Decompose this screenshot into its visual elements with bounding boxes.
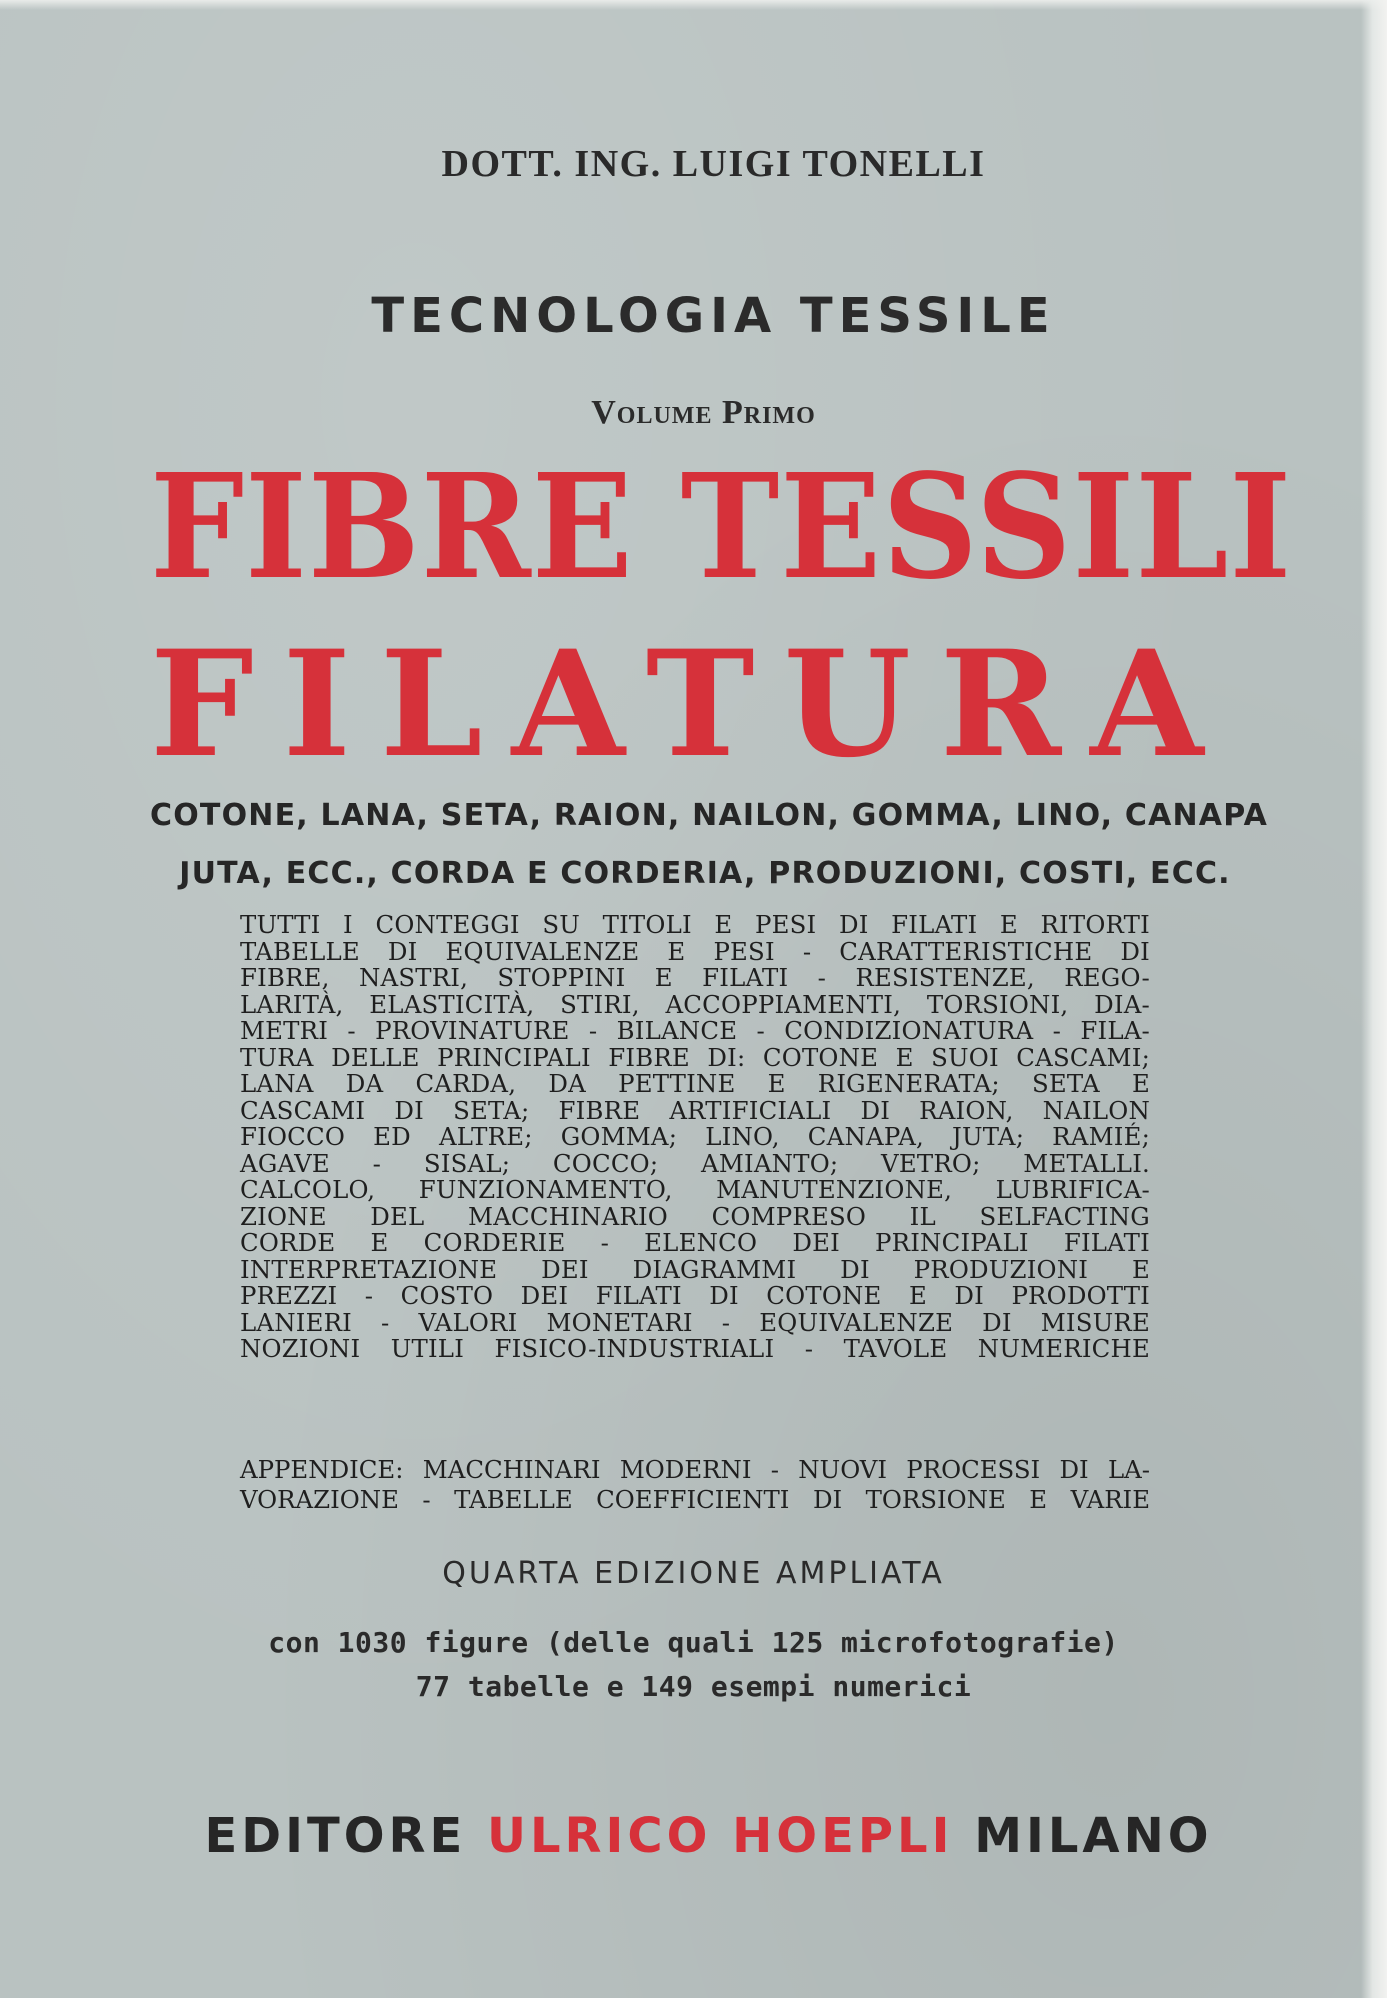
contents-line: AGAVE - SISAL; COCCO; AMIANTO; VETRO; METALLI. [240, 1148, 1150, 1178]
figures-line-1: con 1030 figure (delle quali 125 microfotografie) [268, 1626, 1119, 1659]
publisher-name: ULRICO HOEPLI [486, 1808, 954, 1864]
contents-block [240, 912, 1150, 1363]
contents-line: METRI - PROVINATURE - BILANCE - CONDIZIONATURA - FILA- [240, 1016, 1150, 1045]
edition-label: QUARTA EDIZIONE AMPLIATA [442, 1556, 945, 1591]
author-name: DOTT. ING. LUIGI TONELLI [441, 143, 986, 185]
contents-line: TUTTI I CONTEGGI SU TITOLI E PESI DI FILATI E RITORTI [240, 910, 1150, 939]
contents-line: LANA DA CARDA, DA PETTINE E RIGENERATA; SETA E [240, 1069, 1150, 1098]
contents-line: LARITÀ, ELASTICITÀ, STIRI, ACCOPPIAMENTI, TORSIONI, DIA- [240, 989, 1150, 1019]
volume-label: Volume Primo [591, 394, 816, 431]
contents-line: INTERPRETAZIONE DEI DIAGRAMMI DI PRODUZIONI E [240, 1254, 1150, 1284]
publisher-imprint [0, 1808, 1387, 1864]
contents-line: FIOCCO ED ALTRE; GOMMA; LINO, CANAPA, JUTA; RAMIÉ; [240, 1122, 1150, 1151]
contents-line: CORDE E CORDERIE - ELENCO DEI PRINCIPALI FILATI [240, 1228, 1150, 1257]
contents-line: ZIONE DEL MACCHINARIO COMPRESO IL SELFACTING [240, 1201, 1150, 1231]
contents-line: LANIERI - VALORI MONETARI - EQUIVALENZE DI MISURE [240, 1307, 1150, 1337]
figures-line-2: 77 tabelle e 149 esempi numerici [415, 1670, 972, 1703]
appendix-line: APPENDICE: MACCHINARI MODERNI - NUOVI PROCESSI DI LA- [240, 1455, 1150, 1484]
contents-line: NOZIONI UTILI FISICO-INDUSTRIALI - TAVOLE NUMERICHE [240, 1334, 1150, 1363]
contents-line: PREZZI - COSTO DEI FILATI DI COTONE E DI PRODOTTI [240, 1281, 1150, 1310]
contents-line: CASCAMI DI SETA; FIBRE ARTIFICIALI DI RAION, NAILON [240, 1095, 1150, 1125]
appendix-line: VORAZIONE - TABELLE COEFFICIENTI DI TORSIONE E VARIE [240, 1485, 1150, 1514]
series-title: TECNOLOGIA TESSILE [371, 288, 1056, 344]
main-title-line-2: FILATURA [150, 619, 1233, 790]
page-top-edge [0, 0, 1387, 10]
contents-line: TABELLE DI EQUIVALENZE E PESI - CARATTERISTICHE DI [240, 936, 1150, 966]
publisher-city: MILANO [974, 1808, 1213, 1864]
contents-line: TURA DELLE PRINCIPALI FIBRE DI: COTONE E SUOI CASCAMI; [240, 1042, 1150, 1072]
appendix-block [240, 1455, 1150, 1515]
contents-line: CALCOLO, FUNZIONAMENTO, MANUTENZIONE, LUBRIFICA- [240, 1175, 1150, 1204]
publisher-prefix: EDITORE [204, 1808, 467, 1864]
main-title-line-1: FIBRE TESSILI [150, 442, 1293, 611]
subject-line-1: COTONE, LANA, SETA, RAION, NAILON, GOMMA, LINO, CANAPA [150, 798, 1269, 833]
contents-line: FIBRE, NASTRI, STOPPINI E FILATI - RESISTENZE, REGO- [240, 963, 1150, 992]
subject-line-2: JUTA, ECC., CORDA E CORDERIA, PRODUZIONI, COSTI, ECC. [179, 856, 1231, 891]
